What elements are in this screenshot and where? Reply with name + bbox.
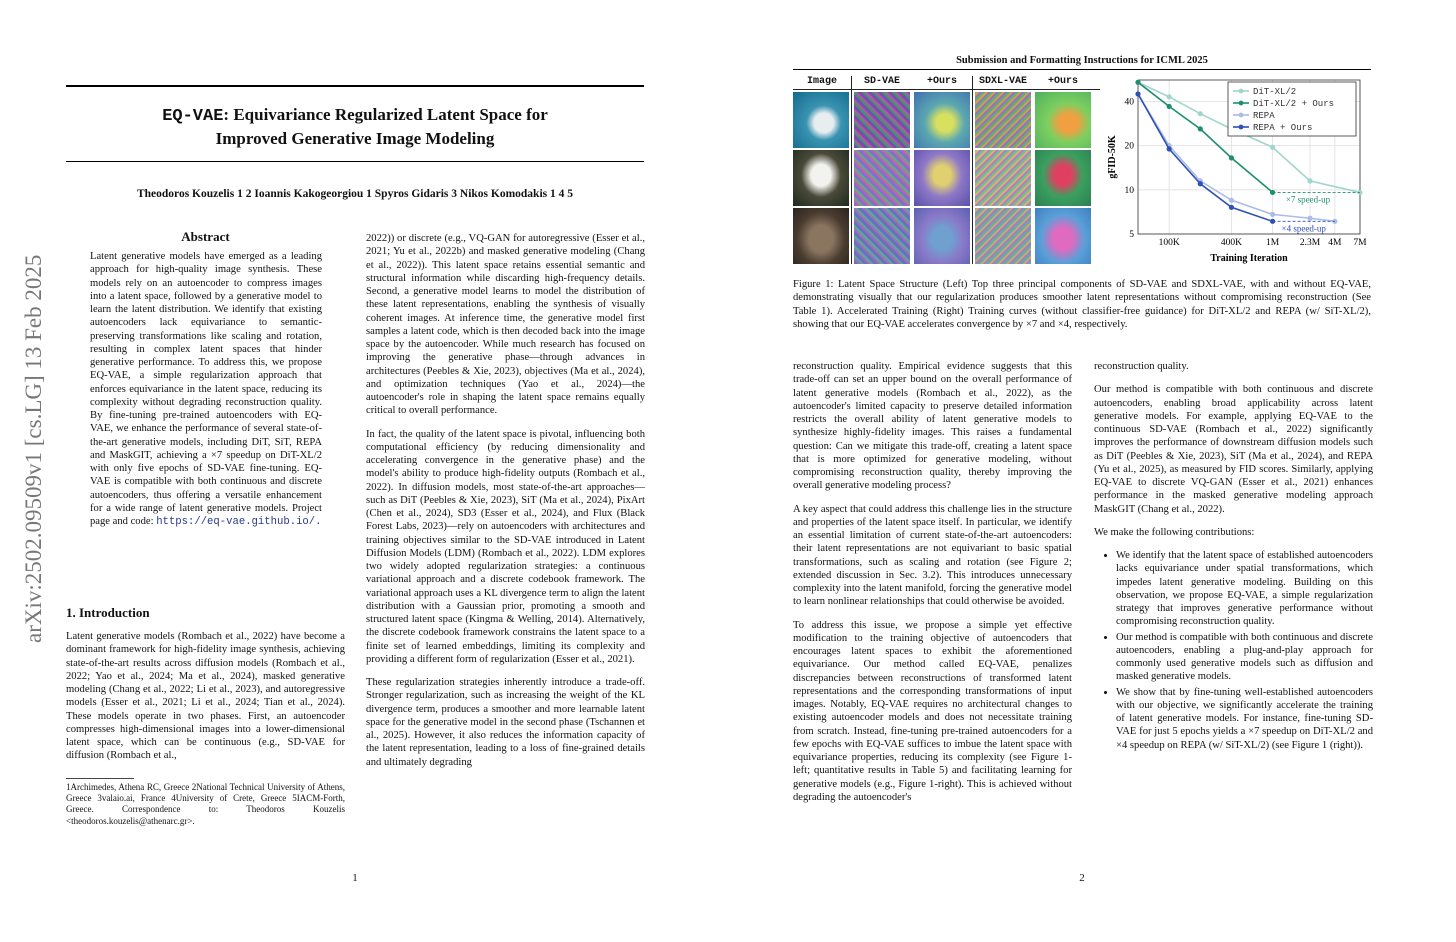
x-tick-label: 7M bbox=[1353, 238, 1367, 248]
p1-col2-para2: In fact, the quality of the latent space is pivotal, influencing both computational efficiency (by reducing dimensionality and accelerating convergence in the generative phase) and the model's ability to produce high-fidelity outputs (Rombach et al., 2022). In diffusion models, most state-of-the-art approaches—such as DiT (Peebles & Xie, 2023), SiT (Ma et al., 2024), PixArt (Chen et al., 2024), SD3 (Esser et al., 2024), and Flux (Black Forest Labs, 2023)—rely on autoencoders with architectures and training objectives similar to the SD-VAE introduced in Latent Diffusion Models (LDM) (Rombach et al., 2022). LDM explores two widely adopted regularization strategies: a continuous variational approach and a discrete codebook framework. The variational approach uses a KL divergence term to align the latent distribution with a Gaussian prior, promoting a smooth and structured latent space (Kingma & Welling, 2014). Alternatively, the discrete codebook framework constrains the latent space to a finite set of learned embeddings, limiting its complexity and providing a different form of regularization (Esser et al., 2021). bbox=[366, 428, 645, 665]
image-cockatoo bbox=[793, 150, 849, 206]
intro-heading: 1. Introduction bbox=[66, 605, 150, 620]
pca-ours-bear-2 bbox=[1035, 92, 1091, 148]
contribution-item: • We identify that the latent space of established autoencoders lacks equivariance under spatial transformations, which impedes latent generative modeling. Building on this observation, we propose EQ-VAE, a simple regularization strategy that improves generative performance without compromising reconstruction quality. bbox=[1116, 549, 1373, 629]
series-point bbox=[1135, 80, 1140, 85]
legend-swatch-marker bbox=[1239, 125, 1244, 130]
pca-ours-cockatoo-1 bbox=[914, 150, 970, 206]
intro-body: Latent generative models (Rombach et al., 2022) have become a dominant framework for high-fidelity image synthesis, achieving state-of-the-art results across diffusion models (Rombach et al., 2022; Yao et al., 2024; Ma et al., 2024), masked generative modeling (Chang et al., 2022; Li et al., 2023), and autoregressive models (Esser et al., 2021; Li et al., 2024; Tian et al., 2024). These models operate in two phases. First, an autoencoder compresses high-dimensional images into a lower-dimensional latent space, which can be continuous (e.g., SD-VAE for diffusion (Rombach et al., bbox=[66, 631, 345, 762]
legend-entry: REPA bbox=[1253, 111, 1275, 121]
page-number-1: 1 bbox=[352, 872, 358, 884]
col-header-ours-2: +Ours bbox=[1047, 76, 1078, 87]
pca-ours-bear-1 bbox=[914, 92, 970, 148]
title-rule-top bbox=[66, 85, 644, 87]
series-point bbox=[1198, 126, 1203, 131]
y-tick-label: 40 bbox=[1124, 97, 1134, 108]
x-tick-label: 400K bbox=[1220, 238, 1242, 248]
p2-col2-para2: Our method is compatible with both continuous and discrete autoencoders, enabling broad applicability across latent generative models. For example, applying EQ-VAE to the continuous SD-VAE (Rombach et al., 2022) significantly improves the performance of downstream diffusion models such as DiT (Peebles & Xie, 2023), SiT (Ma et al., 2024), and REPA (Yu et al., 2025), as measured by FID scores. Similarly, applying EQ-VAE to discrete VQ-GAN (Esser et al., 2021) enhances performance in the masked generative modeling approach MaskGIT (Chang et al., 2022). bbox=[1094, 384, 1373, 515]
p2-col1 bbox=[793, 360, 1072, 814]
series-point bbox=[1167, 146, 1172, 151]
figure-caption: Figure 1: Latent Space Structure (Left) Top three principal components of SD-VAE and SDXL-VAE, with and without EQ-VAE, demonstrating visually that our regularization produces smoother latent representations without compromising reconstruction (See Table 1). Accelerated Training (Right) Training curves (without classifier-free guidance) for DiT-XL/2 and REPA (w/ SiT-XL/2), showing that our EQ-VAE accelerates convergence by ×7 and ×4, respectively. bbox=[793, 279, 1371, 330]
y-tick-label: 5 bbox=[1129, 230, 1134, 240]
pca-ours-cockatoo-2 bbox=[1035, 150, 1091, 206]
footnote: 1Archimedes, Athena RC, Greece 2National Technical University of Athens, Greece 3valaio.ai, France 4University of Crete, Greece 5IACM-Forth, Greece. Correspondence to: Theodoros Kouzelis <theodoros.kouzelis@athenarc.gr>. bbox=[66, 782, 345, 826]
legend-entry: DiT-XL/2 bbox=[1253, 87, 1297, 97]
x-tick-label: 100K bbox=[1158, 238, 1180, 248]
series-point bbox=[1135, 91, 1140, 96]
pca-sdvae-cockatoo bbox=[854, 150, 910, 206]
legend-swatch-marker bbox=[1239, 89, 1244, 94]
p2-col1-para2: A key aspect that could address this challenge lies in the structure and properties of the latent space itself. In particular, we identify an essential limitation of current state-of-the-art autoencoders: their latent representations are not equivariant to basic spatial transformations, such as scaling and rotation (see Figure 2; extended discussion in Sec. 3.2). This introduces unnecessary complexity into the latent manifold, forcing the generative model to learn nonlinear relationships that could otherwise be avoided. bbox=[793, 503, 1072, 608]
pca-sdxl-cat bbox=[975, 208, 1031, 264]
pca-ours-cat-2 bbox=[1035, 208, 1091, 264]
y-tick-label: 10 bbox=[1124, 185, 1134, 196]
legend-entry: DiT-XL/2 + Ours bbox=[1253, 99, 1335, 109]
p2-col2 bbox=[1094, 360, 1373, 754]
p2-col2-para1: reconstruction quality. bbox=[1094, 361, 1189, 372]
legend-swatch-marker bbox=[1239, 101, 1244, 106]
authors: Theodoros Kouzelis 1 2 Ioannis Kakogeorgiou 1 Spyros Gidaris 3 Nikos Komodakis 1 4 5 bbox=[136, 188, 573, 200]
pca-ours-cat-1 bbox=[914, 208, 970, 264]
legend-entry: REPA + Ours bbox=[1253, 123, 1313, 133]
series-point bbox=[1270, 212, 1275, 217]
series-point bbox=[1270, 145, 1275, 150]
series-point bbox=[1307, 216, 1312, 221]
image-polar-bear bbox=[793, 92, 849, 148]
p2-col1-para1: reconstruction quality. Empirical evidence suggests that this trade-off can set an upper bound on the overall performance of latent generative models (Rombach et al., 2022), as the autoencoder's limited capacity to preserve detailed information restricts the overall ability of latent generative models to synthesize highly-fidelity images. This raises a fundamental question: Can we mitigate this trade-off, creating a latent space that is more optimized for generative modeling, without compromising reconstruction quality, thereby improving the overall generative modeling process? bbox=[793, 361, 1072, 492]
pca-sdvae-cat bbox=[854, 208, 910, 264]
col-header-image: Image bbox=[806, 76, 837, 87]
latent-pca-grid bbox=[793, 76, 1100, 264]
speedup-annotation-7x: ×7 speed-up bbox=[1285, 194, 1331, 205]
pca-sdxl-bear bbox=[975, 92, 1031, 148]
abstract-text: Latent generative models have emerged as a leading approach for high-quality image synthesis. These models rely on an autoencoder to compress images into a latent space, followed by a generative model to learn the latent distribution. We identify that existing autoencoders lack equivariance to semantic-preserving transformations like scaling and rotation, resulting in complex latent spaces that hinder generative performance. To address this, we propose EQ-VAE, a simple regularization approach that enforces equivariance in the latent space, reducing its complexity without degrading reconstruction quality. By fine-tuning pre-trained autoencoders with EQ-VAE, we enhance the performance of several state-of-the-art generative models, including DiT, SiT, REPA and MaskGIT, achieving a ×7 speedup on DiT-XL/2 with only five epochs of SD-VAE fine-tuning. EQ-VAE is compatible with both continuous and discrete autoencoders, thus offering a versatile enhancement for a wide range of latent generative models. Project page and code: bbox=[90, 251, 322, 527]
series-point bbox=[1198, 111, 1203, 116]
series-point bbox=[1198, 181, 1203, 186]
p1-col2-para1: 2022)) or discrete (e.g., VQ-GAN for autoregressive (Esser et al., 2021; Yu et al., 2022b) and masked generative modeling (Chang et al., 2022)). This latent space retains essential semantic and structural information while discarding high-frequency details. Second, a generative model learns to model the distribution of these latent representations, enabling the synthesis of visually coherent images. At inference time, the generative model first samples a latent code, which is then decoded back into the image space by the autoencoder. While much research has focused on improving the generative phase—through advances in architectures (Peebles & Xie, 2023), objectives (Ma et al., 2024), and optimization techniques (Yao et al., 2024)—the autoencoder's role in shaping the latent space remains equally critical to overall performance. bbox=[366, 233, 645, 417]
training-curve-chart bbox=[1104, 72, 1374, 268]
paper-title: EQ-VAE: Equivariance Regularized Latent Space for Improved Generative Image Modeling bbox=[162, 105, 548, 148]
p2-col1-para3: To address this issue, we propose a simple yet effective modification to the training objective of autoencoders that encourages latent spaces to exhibit the aforementioned equivariance. Our method called EQ-VAE, penalizes discrepancies between reconstructions of transformed latent representations and the corresponding transformations of input images. Notably, EQ-VAE requires no architectural changes to existing autoencoder models and does not necessitate training from scratch. Instead, fine-tuning pre-trained autoencoders for a few epochs with EQ-VAE suffices to imbue the latent space with equivariance properties, reducing its complexity (see Figure 1-left; quantitative results in Table 5) and facilitating learning for generative models (e.g., Figure 1-right). This is achieved without degrading the autoencoder's bbox=[793, 619, 1072, 803]
speedup-annotation-4x: ×4 speed-up bbox=[1281, 223, 1326, 234]
series-point bbox=[1229, 205, 1234, 210]
arxiv-id: arXiv:2502.09509v1 [cs.LG] 13 Feb 2025 bbox=[21, 254, 46, 643]
series-point bbox=[1307, 178, 1312, 183]
p2-col2-para3: We make the following contributions: bbox=[1094, 526, 1255, 538]
y-axis-label: gFID-50K bbox=[1107, 135, 1118, 179]
p1-col2-para3: These regularization strategies inherently introduce a trade-off. Stronger regularization, such as increasing the weight of the KL divergence term, produces a smoother and more learnable latent space for the generative model in the second phase (Tschannen et al., 2025). However, it also reduces the information capacity of the latent representation, leading to a loss of fine-grained details and ultimately degrading bbox=[366, 677, 645, 768]
x-tick-label: 2.3M bbox=[1299, 238, 1321, 248]
series-point bbox=[1167, 104, 1172, 109]
abstract-heading: Abstract bbox=[181, 229, 230, 244]
col-header-sdvae: SD-VAE bbox=[863, 76, 900, 87]
running-header: Submission and Formatting Instructions for ICML 2025 bbox=[956, 55, 1208, 66]
pca-sdvae-bear bbox=[854, 92, 910, 148]
footnote-rule bbox=[66, 778, 134, 779]
p1-col2 bbox=[366, 232, 645, 779]
series-point bbox=[1229, 198, 1234, 203]
col-header-ours-1: +Ours bbox=[926, 76, 957, 87]
header-rule bbox=[793, 69, 1371, 70]
project-link[interactable]: https://eq-vae.github.io/. bbox=[156, 516, 322, 528]
page-number-2: 2 bbox=[1079, 872, 1085, 884]
series-point bbox=[1229, 155, 1234, 160]
title-rule-bottom bbox=[66, 161, 644, 162]
legend-swatch-marker bbox=[1239, 113, 1244, 118]
y-tick-label: 20 bbox=[1124, 141, 1134, 152]
image-cat bbox=[793, 208, 849, 264]
x-tick-label: 1M bbox=[1265, 238, 1280, 248]
series-point bbox=[1167, 94, 1172, 99]
col-header-sdxlvae: SDXL-VAE bbox=[978, 76, 1027, 87]
contribution-item: • We show that by fine-tuning well-established autoencoders with our objective, we significantly accelerate the training of latent generative models. For instance, fine-tuning SD-VAE for just 5 epochs yields a ×7 speedup on DiT-XL/2 and ×4 speedup on REPA (w/ SiT-XL/2) (see Figure 1 (right)). bbox=[1116, 686, 1373, 752]
x-tick-label: 4M bbox=[1328, 238, 1342, 248]
x-axis-label: Training Iteration bbox=[1210, 253, 1288, 264]
pca-sdxl-cockatoo bbox=[975, 150, 1031, 206]
arxiv-sidebar bbox=[14, 250, 54, 670]
contributions-list bbox=[1094, 549, 1373, 752]
abstract-body bbox=[90, 250, 322, 529]
contribution-item: • Our method is compatible with both continuous and discrete autoencoders, enabling a plug-and-play approach for commonly used generative models such as diffusion and masked generative models. bbox=[1116, 631, 1373, 684]
